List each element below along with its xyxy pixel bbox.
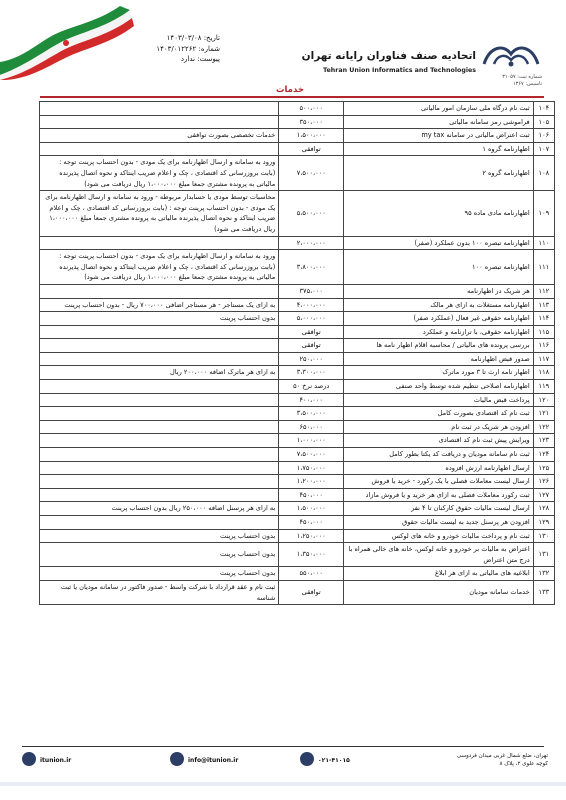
table-row: [40, 352, 555, 366]
table-row: [40, 488, 555, 502]
service-note: [40, 488, 279, 502]
service-description: ارسال لیست معاملات فصلی با یک رکورد - خرید یا فروش: [344, 475, 534, 489]
service-note: [40, 325, 279, 339]
table-row: [40, 434, 555, 448]
service-description: اظهارنامه اصلاحی تنظیم شده توسط واحد صنفی: [344, 380, 534, 394]
service-description: ثبت نام و پرداخت مالیات خودرو و خانه های لوکس: [344, 529, 534, 543]
row-number: ۱۱۸: [533, 366, 554, 380]
service-note: [40, 461, 279, 475]
row-number: ۱۳۳: [533, 580, 554, 604]
footer-divider: [22, 746, 544, 747]
row-number: ۱۰۷: [533, 142, 554, 156]
row-number: ۱۱۴: [533, 312, 554, 326]
service-description: ثبت نام کد اقتصادی بصورت کامل: [344, 407, 534, 421]
service-price: ۱،۵۰۰،۰۰۰: [279, 129, 344, 143]
table-row: [40, 407, 555, 421]
service-price: توافقی: [279, 580, 344, 604]
service-description: اظهارنامه تبصره ۱۰۰: [344, 250, 534, 285]
row-number: ۱۲۲: [533, 420, 554, 434]
table-row: [40, 339, 555, 353]
row-number: ۱۲۹: [533, 516, 554, 530]
service-price: ۳۵۰،۰۰۰: [279, 115, 344, 129]
service-note: [40, 102, 279, 116]
table-row: [40, 102, 555, 116]
service-description: ارسال اظهارنامه ارزش افزوده: [344, 461, 534, 475]
row-number: ۱۳۲: [533, 567, 554, 581]
service-price: ۳۷۵،۰۰۰: [279, 284, 344, 298]
iran-flag-graphic: [0, 0, 135, 80]
table-row: [40, 529, 555, 543]
table-row: [40, 312, 555, 326]
service-price: ۱،۷۵۰،۰۰۰: [279, 461, 344, 475]
service-price: ۴،۰۰۰،۰۰۰: [279, 298, 344, 312]
table-row: [40, 475, 555, 489]
services-table: [39, 101, 555, 605]
row-number: ۱۲۷: [533, 488, 554, 502]
service-description: خدمات سامانه مودیان: [344, 580, 534, 604]
service-note: بدون احتساب پرینت: [40, 312, 279, 326]
table-row: [40, 580, 555, 604]
service-note: [40, 434, 279, 448]
service-note: [40, 475, 279, 489]
phone-icon: [300, 752, 314, 766]
service-description: اظهار نامه ارث تا ۳ مورد ماترک: [344, 366, 534, 380]
service-description: ارسال لیست مالیات حقوق کارکنان تا ۴ نفر: [344, 502, 534, 516]
service-note: به ازای هر ماترک اضافه ۲۰۰،۰۰۰ ریال: [40, 366, 279, 380]
table-row: [40, 420, 555, 434]
row-number: ۱۰۹: [533, 191, 554, 236]
table-row: [40, 448, 555, 462]
footer-email[interactable]: info@itunion.ir: [188, 757, 239, 764]
service-price: ۳،۸۰۰،۰۰۰: [279, 250, 344, 285]
org-name-en: Tehran Union Informatics and Technologies: [323, 67, 476, 74]
service-price: ۱،۵۰۰،۰۰۰: [279, 502, 344, 516]
service-note: [40, 380, 279, 394]
table-row: [40, 366, 555, 380]
service-description: اظهارنامه حقوقی غیر فعال (عملکرد صفر): [344, 312, 534, 326]
service-note: [40, 516, 279, 530]
service-description: پرداخت قبض مالیات: [344, 393, 534, 407]
service-description: افزودن هر شریک در ثبت نام: [344, 420, 534, 434]
footer-website[interactable]: itunion.ir: [40, 757, 72, 764]
row-number: ۱۰۵: [533, 115, 554, 129]
service-description: اظهارنامه تبصره ۱۰۰ بدون عملکرد (صفر): [344, 236, 534, 250]
table-row: [40, 502, 555, 516]
row-number: ۱۰۸: [533, 156, 554, 191]
founded-year: تاسیس: ۱۳۶۷: [512, 81, 542, 87]
service-note: ورود به سامانه و ارسال اظهارنامه برای یک مودی - بدون احتساب پرینت توجه : (بابت بروزرسانی کد اقتصادی ، چک و اعلام ضریب اینتاکد و نحوه اتصال پذیرنده مالیاتی به پرونده مشتری جمعا مبلغ ۱،۰۰۰،۰۰۰ ریال دریافت می شود): [40, 250, 279, 285]
number-value: ۱۴۰۳/۰۱۲۲۶۲: [156, 44, 197, 53]
attachment-label: پیوست:: [197, 55, 220, 63]
row-number: ۱۱۰: [533, 236, 554, 250]
service-description: ثبت اعتراض مالیاتی در سامانه my tax: [344, 129, 534, 143]
table-row: [40, 380, 555, 394]
row-number: ۱۲۵: [533, 461, 554, 475]
service-price: توافقی: [279, 325, 344, 339]
service-description: اظهارنامه گروه ۲: [344, 156, 534, 191]
row-number: ۱۱۲: [533, 284, 554, 298]
service-description: اظهارنامه مستغلات به ازای هر مالک: [344, 298, 534, 312]
service-note: [40, 284, 279, 298]
service-description: فراموشی رمز سامانه مالیاتی: [344, 115, 534, 129]
table-row: [40, 393, 555, 407]
row-number: ۱۱۳: [533, 298, 554, 312]
service-description: ابلاغیه های مالیاتی به ازای هر ابلاغ: [344, 567, 534, 581]
service-price: ۵۰ درصد نرخ: [279, 380, 344, 394]
row-number: ۱۳۱: [533, 543, 554, 567]
web-icon: [22, 752, 36, 766]
address-line-1: تهران، ضلع شمال غربی میدان فردوسی: [456, 753, 548, 759]
row-number: ۱۲۱: [533, 407, 554, 421]
table-row: [40, 298, 555, 312]
service-note: بدون احتساب پرینت: [40, 543, 279, 567]
service-note: [40, 393, 279, 407]
section-title-bar: [40, 84, 544, 100]
title-divider: [40, 96, 544, 98]
footer: [0, 740, 566, 800]
row-number: ۱۰۶: [533, 129, 554, 143]
service-note: [40, 420, 279, 434]
table-row: [40, 284, 555, 298]
service-description: ویرایش پیش ثبت نام کد اقتصادی: [344, 434, 534, 448]
service-note: [40, 339, 279, 353]
service-description: ثبت رکورد معاملات فصلی به ازای هر خرید و یا فروش مازاد: [344, 488, 534, 502]
table-row: [40, 461, 555, 475]
service-note: ثبت نام و عقد قرارداد با شرکت واسط - صدور فاکتور در سامانه مودیان یا ثبت شناسه: [40, 580, 279, 604]
service-description: اظهارنامه حقوقی، با ترازنامه و عملکرد: [344, 325, 534, 339]
footer-address: [457, 752, 548, 768]
row-number: ۱۳۰: [533, 529, 554, 543]
service-price: ۲۵۰،۰۰۰: [279, 352, 344, 366]
row-number: ۱۲۳: [533, 434, 554, 448]
service-price: ۷،۵۰۰،۰۰۰: [279, 448, 344, 462]
service-price: ۱،۲۵۰،۰۰۰: [279, 529, 344, 543]
table-row: [40, 142, 555, 156]
service-price: ۵،۵۰۰،۰۰۰: [279, 191, 344, 236]
service-description: ثبت نام درگاه ملی سازمان امور مالیاتی: [344, 102, 534, 116]
service-description: هر شریک در اظهارنامه: [344, 284, 534, 298]
date-label: تاریخ:: [203, 34, 220, 42]
footer-stripe: [0, 782, 566, 786]
service-price: ۳،۳۰۰،۰۰۰: [279, 366, 344, 380]
table-row: [40, 325, 555, 339]
number-label: شماره:: [198, 44, 220, 53]
row-number: ۱۲۸: [533, 502, 554, 516]
service-note: بدون احتساب پرینت: [40, 529, 279, 543]
service-note: [40, 352, 279, 366]
service-description: افزودن هر پرسنل جدید به لیست مالیات حقوق: [344, 516, 534, 530]
row-number: ۱۱۷: [533, 352, 554, 366]
service-price: توافقی: [279, 142, 344, 156]
row-number: ۱۲۰: [533, 393, 554, 407]
row-number: ۱۱۱: [533, 250, 554, 285]
service-price: ۳،۵۰۰،۰۰۰: [279, 407, 344, 421]
row-number: ۱۱۹: [533, 380, 554, 394]
service-note: [40, 142, 279, 156]
service-price: ۴۰۰،۰۰۰: [279, 393, 344, 407]
address-line-2: کوچه علوی ۲، پلاک ۸: [499, 761, 548, 767]
service-price: ۱،۳۵۰،۰۰۰: [279, 543, 344, 567]
service-note: [40, 407, 279, 421]
org-logo-icon: [480, 42, 542, 70]
table-row: [40, 543, 555, 567]
service-price: ۷،۵۰۰،۰۰۰: [279, 156, 344, 191]
service-price: ۵۰۰،۰۰۰: [279, 102, 344, 116]
service-note: محاسبات توسط مودی یا حسابدار مربوطه - ورود به سامانه و ارسال اظهارنامه برای یک مودی - بدون احتساب پرینت توجه : (بابت بروزرسانی کد اقتصادی ، چک و اعلام ضریب اینتاکد و نحوه اتصال پذیرنده مالیاتی به پرونده مشتری جمعا مبلغ ۱،۰۰۰،۰۰۰ ریال دریافت می شود): [40, 191, 279, 236]
section-title: خدمات: [275, 85, 304, 95]
service-note: ورود به سامانه و ارسال اظهارنامه برای یک مودی - بدون احتساب پرینت توجه : (بابت بروزرسانی کد اقتصادی ، چک و اعلام ضریب اینتاکد و نحوه اتصال پذیرنده مالیاتی به پرونده مشتری جمعا مبلغ ۱،۰۰۰،۰۰۰ ریال دریافت می شود): [40, 156, 279, 191]
service-price: ۵،۰۰۰،۰۰۰: [279, 312, 344, 326]
footer-phone: ۰۲۱-۴۱۰۱۵: [318, 757, 350, 764]
org-name-fa: اتحادیه صنف فناوران رایانه تهران: [301, 50, 476, 62]
date-value: ۱۴۰۳/۰۳/۰۸: [166, 34, 202, 42]
service-note: خدمات تخصصی بصورت توافقی: [40, 129, 279, 143]
service-note: [40, 236, 279, 250]
row-number: ۱۱۵: [533, 325, 554, 339]
service-note: به ازای هر پرسنل اضافه ۲۵۰،۰۰۰ ریال بدون احتساب پرینت: [40, 502, 279, 516]
table-row: [40, 129, 555, 143]
table-row: [40, 236, 555, 250]
table-row: [40, 516, 555, 530]
service-price: توافقی: [279, 339, 344, 353]
email-icon: [170, 752, 184, 766]
table-row: [40, 191, 555, 236]
service-description: اعتراض به مالیات بر خودرو و خانه لوکس، خانه های خالی همراه با درج متن اعتراض: [344, 543, 534, 567]
service-price: ۴۵۰،۰۰۰: [279, 516, 344, 530]
row-number: ۱۲۴: [533, 448, 554, 462]
service-description: ثبت نام سامانه مودیان و دریافت کد یکتا بطور کامل: [344, 448, 534, 462]
table-row: [40, 156, 555, 191]
row-number: ۱۲۶: [533, 475, 554, 489]
row-number: ۱۱۶: [533, 339, 554, 353]
service-description: اظهارنامه گروه ۱: [344, 142, 534, 156]
service-price: ۲،۰۰۰،۰۰۰: [279, 236, 344, 250]
service-note: به ازای یک مستاجر - هر مستاجر اضافی ۷۰۰،۰۰۰ ریال - بدون احتساب پرینت: [40, 298, 279, 312]
table-row: [40, 250, 555, 285]
attachment-value: ندارد: [180, 55, 195, 63]
service-description: اظهارنامه مادی ماده ۹۵: [344, 191, 534, 236]
service-price: ۶۵۰،۰۰۰: [279, 420, 344, 434]
service-note: [40, 115, 279, 129]
reg-number: شماره ثبت: ۳۱۰۵۷: [502, 74, 542, 80]
service-price: ۵۵۰،۰۰۰: [279, 567, 344, 581]
service-note: بدون احتساب پرینت: [40, 567, 279, 581]
service-price: ۴۵۰،۰۰۰: [279, 488, 344, 502]
service-price: ۱،۲۰۰،۰۰۰: [279, 475, 344, 489]
service-note: [40, 448, 279, 462]
service-description: صدور قبض اظهارنامه: [344, 352, 534, 366]
table-row: [40, 115, 555, 129]
row-number: ۱۰۴: [533, 102, 554, 116]
service-price: ۱،۰۰۰،۰۰۰: [279, 434, 344, 448]
table-row: [40, 567, 555, 581]
letter-meta: [150, 33, 220, 65]
service-description: بررسی پرونده های مالیاتی / محاسبه اقلام اظهار نامه ها: [344, 339, 534, 353]
